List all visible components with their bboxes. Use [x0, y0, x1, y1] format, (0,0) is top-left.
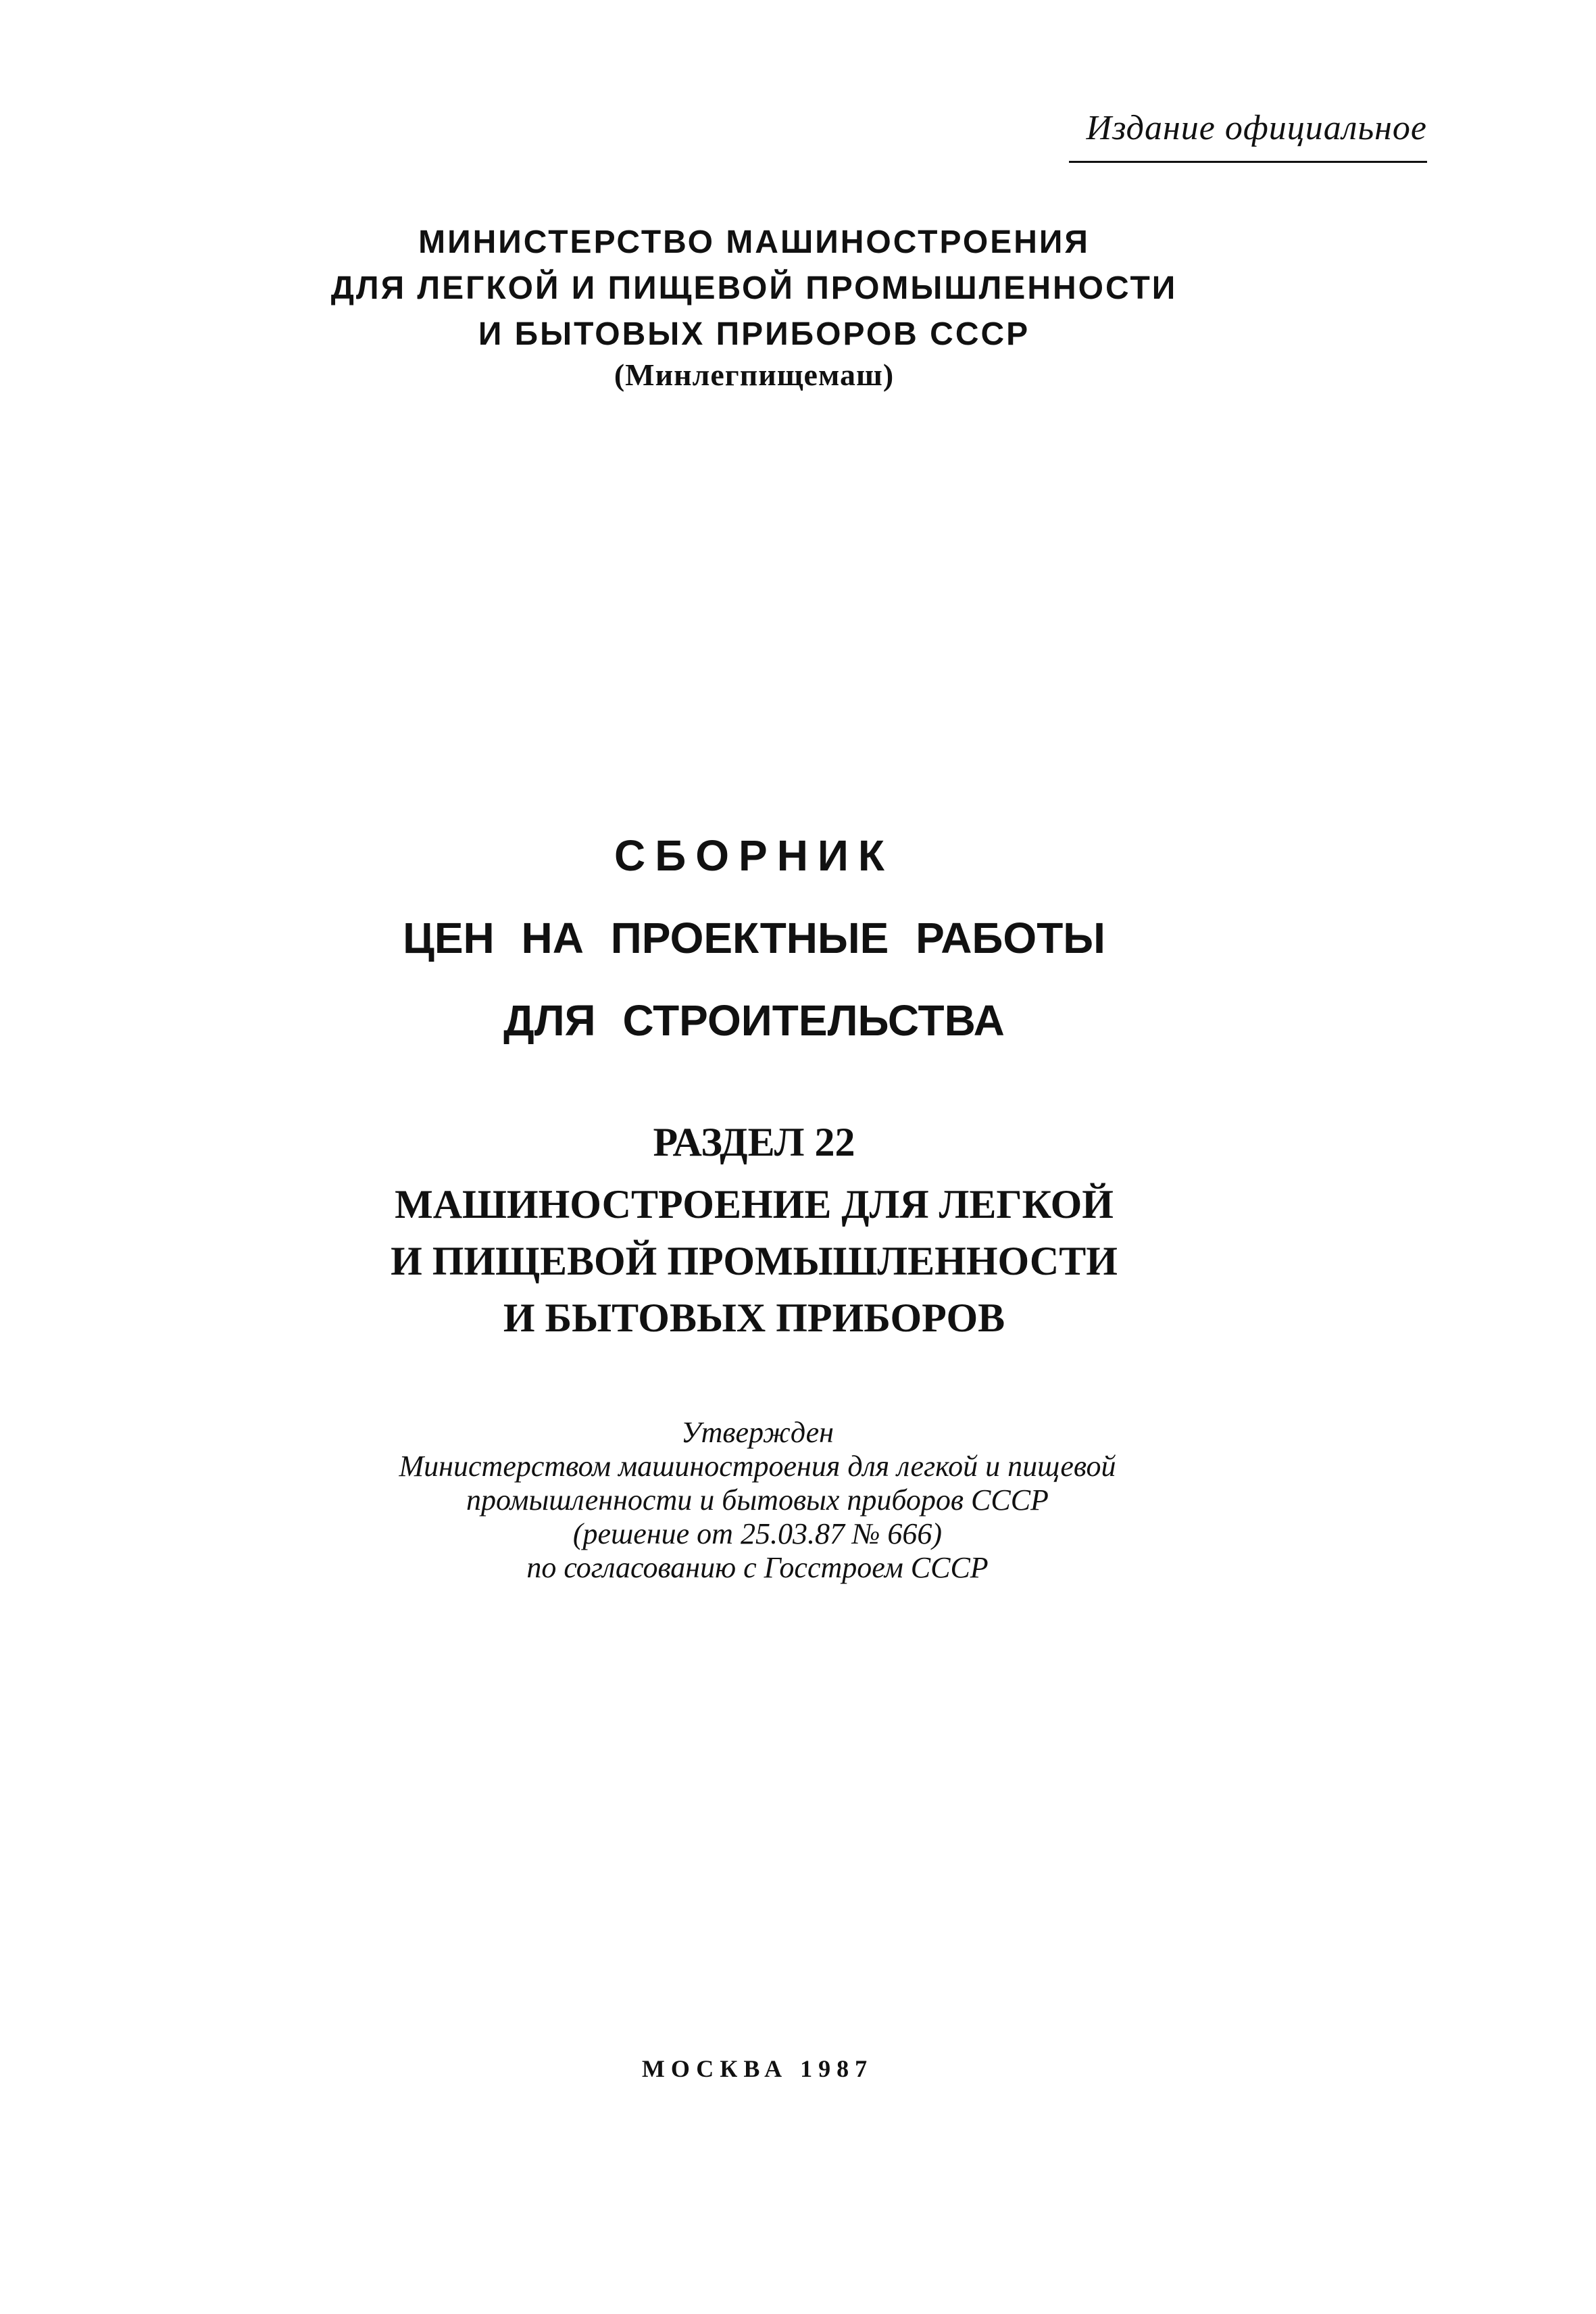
- approval-note: [0, 1416, 1555, 1585]
- approval-line: промышленности и бытовых приборов СССР: [466, 1483, 1049, 1517]
- ministry-header: [0, 220, 1552, 358]
- edition-mark: Издание официальное: [1086, 109, 1427, 147]
- imprint-city-year: МОСКВА 1987: [641, 2055, 874, 2082]
- edition-mark-underline: [1069, 161, 1427, 163]
- section-line: И ПИЩЕВОЙ ПРОМЫШЛЕННОСТИ: [391, 1239, 1118, 1283]
- approval-line: (решение от 25.03.87 № 666): [572, 1517, 943, 1550]
- ministry-line: МИНИСТЕРСТВО МАШИНОСТРОЕНИЯ: [418, 224, 1090, 260]
- document-title: [0, 814, 1552, 1062]
- title-line: ЦЕН НА ПРОЕКТНЫЕ РАБОТЫ: [403, 914, 1105, 962]
- ministry-line: И БЫТОВЫХ ПРИБОРОВ СССР: [478, 316, 1030, 352]
- ministry-abbreviation: (Минлегпищемаш): [614, 358, 895, 392]
- title-line: СБОРНИК: [614, 831, 894, 880]
- section-heading: [0, 1114, 1552, 1346]
- ministry-line: ДЛЯ ЛЕГКОЙ И ПИЩЕВОЙ ПРОМЫШЛЕННОСТИ: [330, 270, 1178, 306]
- approval-line: Утвержден: [681, 1416, 834, 1449]
- approval-line: Министерством машиностроения для легкой и пищевой: [399, 1450, 1116, 1483]
- title-line: ДЛЯ СТРОИТЕЛЬСТВА: [503, 996, 1005, 1045]
- section-number: РАЗДЕЛ 22: [653, 1120, 855, 1164]
- section-line: МАШИНОСТРОЕНИЕ ДЛЯ ЛЕГКОЙ: [395, 1182, 1114, 1227]
- approval-line: по согласованию с Госстроем СССР: [526, 1551, 989, 1584]
- section-line: И БЫТОВЫХ ПРИБОРОВ: [503, 1296, 1005, 1340]
